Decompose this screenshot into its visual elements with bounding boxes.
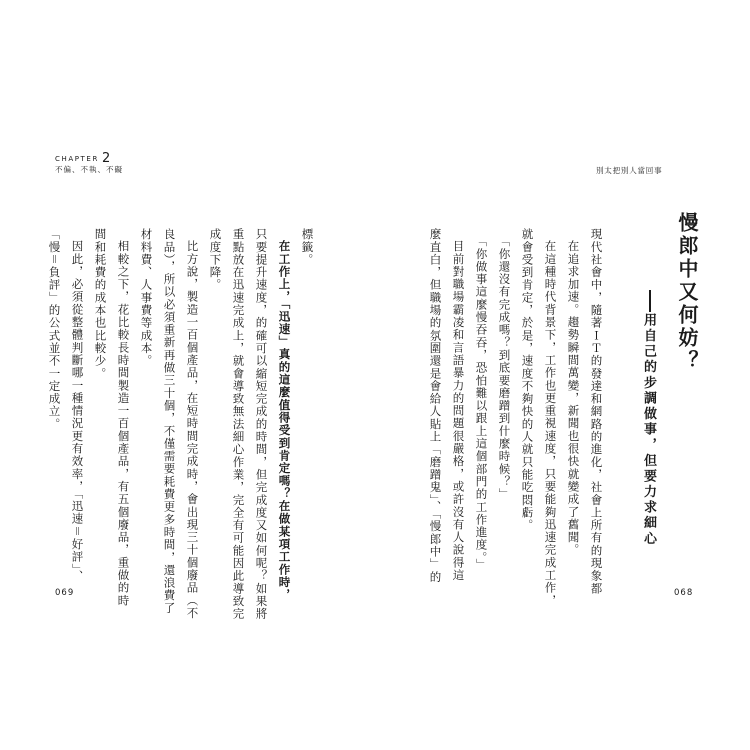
body-column: 現代社會中，隨著ＩＴ的發達和網路的進化，社會上所有的現象都 xyxy=(589,228,604,595)
chapter-subtitle: 不偏、不執、不礙 xyxy=(55,165,123,174)
running-head: 別太把別人當回事 xyxy=(596,166,663,175)
article-title: 慢郎中又何妨？ xyxy=(675,212,699,373)
body-column: 只要提升速度，的確可以縮短完成的時間，但完成度又如何呢？如果將 xyxy=(254,228,269,621)
chapter-number: 2 xyxy=(101,151,111,166)
body-column: 間和耗費的成本也比較少。 xyxy=(93,228,108,380)
body-column: 就會受到肯定，於是，速度不夠快的人就只能吃悶虧。 xyxy=(520,228,535,532)
body-column: 麼直白，但職場的氛圍還是會給人貼上「磨蹭鬼」、「慢郎中」的 xyxy=(428,228,443,584)
body-column: 在追求加速。趨勢瞬間萬變，新聞也很快就變成了舊聞。 xyxy=(566,240,581,557)
body-column: 成度下降。 xyxy=(208,228,223,292)
body-column: 「你還沒有完成嗎？到底要磨蹭到什麼時候？」 xyxy=(497,235,512,501)
body-column: 在這種時代背景下，工作也更重視速度，只要能夠迅速完成工作， xyxy=(543,240,558,607)
body-column: 標籤。 xyxy=(300,228,315,266)
body-column: 比方說，製造一百個產品，在短時間完成時，會出現三十個廢品（不 xyxy=(185,240,200,620)
page-number-right: 068 xyxy=(674,588,694,598)
body-column: 材料費、人事費等成本。 xyxy=(139,228,154,368)
page-number-left: 069 xyxy=(55,588,75,598)
body-column: 相較之下，花比較長時間製造一百個產品，有五個廢品，重做的時 xyxy=(116,240,131,607)
body-column: 重點放在迅速完成上，就會導致無法細心作業，完全有可能因此導致完 xyxy=(231,228,246,621)
body-column: 良品），所以必須重新再做三十個，不僅需要耗費更多時間，還浪費了 xyxy=(162,228,177,615)
chapter-label-text: CHAPTER xyxy=(55,155,99,163)
article-subtitle: 用自己的步調做事，但要力求細心 xyxy=(641,313,656,547)
body-column: 目前對職場霸凌和言語暴力的問題很嚴格，或許沒有人說得這 xyxy=(451,240,466,582)
subtitle-dash xyxy=(649,290,651,312)
body-column: 「慢＝負評」的公式並不一定成立。 xyxy=(47,228,62,431)
body-column-bold: 在工作上，「迅速」真的這麼值得受到肯定嗎？在做某項工作時， xyxy=(277,240,292,602)
body-column: 因此，必須從整體判斷哪一種情況更有效率，「迅速＝好評」、 xyxy=(70,240,85,583)
body-column: 「你做事這麼慢吞吞，恐怕難以跟上這個部門的工作進度。」 xyxy=(474,235,489,571)
